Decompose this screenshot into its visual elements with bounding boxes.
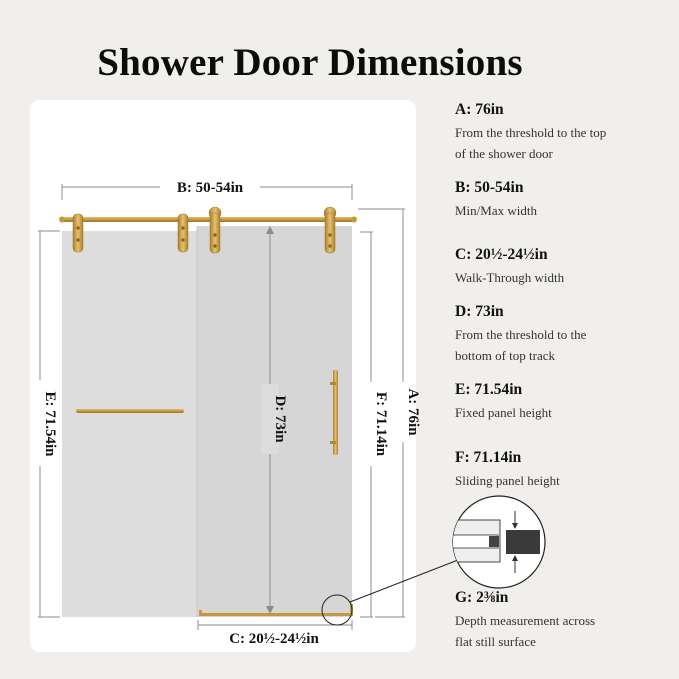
top-track: [62, 217, 354, 222]
spec-description: From the threshold to the bottom of top track: [455, 327, 587, 363]
spec-description: Walk-Through width: [455, 270, 565, 285]
spec-f: [455, 449, 679, 491]
spec-description: Depth measurement across flat still surface: [455, 613, 596, 649]
spec-a: [455, 101, 679, 164]
spec-description: Min/Max width: [455, 203, 537, 218]
spec-c: [455, 246, 679, 288]
spec-heading: E: 71.54in: [455, 381, 523, 398]
spec-heading: A: 76in: [455, 101, 504, 118]
label-e: E: 71.54in: [42, 391, 58, 457]
towel-bar-icon: [76, 409, 184, 413]
label-b: B: 50-54in: [176, 180, 244, 196]
spec-description: From the threshold to the top of the shower door: [455, 125, 607, 161]
fixed-panel: [62, 231, 197, 617]
spec-b: [455, 179, 679, 221]
label-c: C: 20½-24½in: [229, 631, 319, 647]
spec-d: [455, 303, 679, 366]
spec-description: Sliding panel height: [455, 473, 560, 488]
label-d: D: 73in: [272, 395, 288, 443]
spec-e: [455, 381, 679, 423]
spec-description: Fixed panel height: [455, 405, 552, 420]
spec-g: [455, 589, 679, 652]
spec-heading: F: 71.14in: [455, 449, 522, 466]
label-f: F: 71.14in: [373, 391, 389, 457]
spec-heading: B: 50-54in: [455, 179, 524, 196]
spec-heading: G: 2⅜in: [455, 589, 509, 606]
spec-heading: C: 20½-24½in: [455, 246, 548, 263]
label-a: A: 76in: [405, 388, 421, 436]
spec-heading: D: 73in: [455, 303, 504, 320]
page-title: Shower Door Dimensions: [97, 41, 523, 84]
zoom-detail-icon: [448, 496, 545, 588]
